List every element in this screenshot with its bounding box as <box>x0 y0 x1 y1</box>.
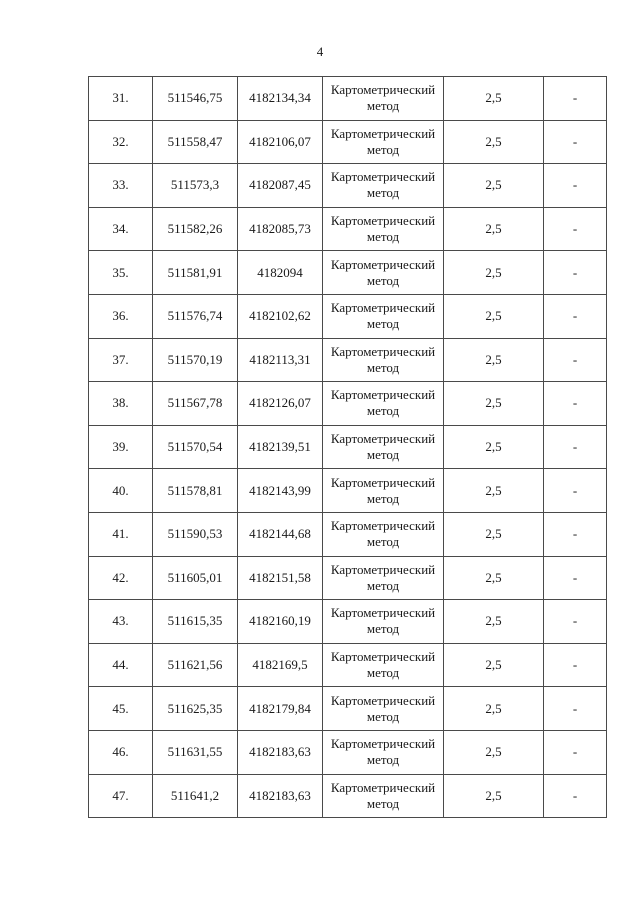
method-line-2: метод <box>366 708 400 724</box>
accuracy-cell: 2,5 <box>444 774 544 818</box>
table-row <box>89 600 607 644</box>
point-number-cell: 37. <box>89 338 153 382</box>
x-coordinate-cell: 511567,78 <box>153 382 238 426</box>
description-cell: - <box>544 338 607 382</box>
table-row <box>89 469 607 513</box>
description-cell: - <box>544 774 607 818</box>
x-coordinate-cell: 511625,35 <box>153 687 238 731</box>
accuracy-cell: 2,5 <box>444 251 544 295</box>
x-coordinate-cell: 511615,35 <box>153 600 238 644</box>
method-line-1: Картометрический <box>330 213 436 229</box>
description-cell: - <box>544 469 607 513</box>
method-line-2: метод <box>366 577 400 593</box>
method-line-1: Картометрический <box>330 736 436 752</box>
description-cell: - <box>544 382 607 426</box>
point-number-cell: 45. <box>89 687 153 731</box>
table-row <box>89 556 607 600</box>
method-line-2: метод <box>366 490 400 506</box>
description-cell: - <box>544 556 607 600</box>
table-row <box>89 774 607 818</box>
method-line-2: метод <box>366 534 400 550</box>
x-coordinate-cell: 511582,26 <box>153 207 238 251</box>
point-number-cell: 31. <box>89 77 153 121</box>
description-cell: - <box>544 600 607 644</box>
point-number-cell: 40. <box>89 469 153 513</box>
x-coordinate-cell: 511578,81 <box>153 469 238 513</box>
method-line-1: Картометрический <box>330 779 436 795</box>
x-coordinate-cell: 511631,55 <box>153 730 238 774</box>
method-cell <box>323 338 444 382</box>
point-number-cell: 39. <box>89 425 153 469</box>
x-coordinate-cell: 511605,01 <box>153 556 238 600</box>
method-line-1: Картометрический <box>330 387 436 403</box>
x-coordinate-cell: 511570,19 <box>153 338 238 382</box>
page-number: 4 <box>316 44 324 59</box>
method-line-2: метод <box>366 272 400 288</box>
method-line-1: Картометрический <box>330 474 436 490</box>
x-coordinate-cell: 511558,47 <box>153 120 238 164</box>
description-cell: - <box>544 77 607 121</box>
description-cell: - <box>544 730 607 774</box>
method-cell <box>323 774 444 818</box>
y-coordinate-cell: 4182106,07 <box>238 120 323 164</box>
method-line-1: Картометрический <box>330 125 436 141</box>
method-line-2: метод <box>366 229 400 245</box>
method-cell <box>323 120 444 164</box>
method-line-2: метод <box>366 665 400 681</box>
accuracy-cell: 2,5 <box>444 164 544 208</box>
description-cell: - <box>544 512 607 556</box>
point-number-cell: 33. <box>89 164 153 208</box>
accuracy-cell: 2,5 <box>444 207 544 251</box>
method-cell <box>323 469 444 513</box>
point-number-cell: 35. <box>89 251 153 295</box>
method-line-1: Картометрический <box>330 518 436 534</box>
point-number-cell: 42. <box>89 556 153 600</box>
description-cell: - <box>544 207 607 251</box>
description-cell: - <box>544 164 607 208</box>
y-coordinate-cell: 4182183,63 <box>238 774 323 818</box>
accuracy-cell: 2,5 <box>444 469 544 513</box>
method-line-2: метод <box>366 98 400 114</box>
method-line-2: метод <box>366 795 400 811</box>
description-cell: - <box>544 643 607 687</box>
description-cell: - <box>544 294 607 338</box>
x-coordinate-cell: 511570,54 <box>153 425 238 469</box>
x-coordinate-cell: 511573,3 <box>153 164 238 208</box>
y-coordinate-cell: 4182160,19 <box>238 600 323 644</box>
description-cell: - <box>544 425 607 469</box>
method-line-1: Картометрический <box>330 692 436 708</box>
description-cell: - <box>544 687 607 731</box>
x-coordinate-cell: 511621,56 <box>153 643 238 687</box>
method-cell <box>323 643 444 687</box>
table-row <box>89 338 607 382</box>
y-coordinate-cell: 4182144,68 <box>238 512 323 556</box>
point-number-cell: 43. <box>89 600 153 644</box>
method-cell <box>323 512 444 556</box>
table-row <box>89 120 607 164</box>
method-line-1: Картометрический <box>330 649 436 665</box>
method-cell <box>323 251 444 295</box>
y-coordinate-cell: 4182087,45 <box>238 164 323 208</box>
description-cell: - <box>544 120 607 164</box>
point-number-cell: 47. <box>89 774 153 818</box>
method-cell <box>323 382 444 426</box>
method-line-2: метод <box>366 447 400 463</box>
point-number-cell: 41. <box>89 512 153 556</box>
x-coordinate-cell: 511576,74 <box>153 294 238 338</box>
accuracy-cell: 2,5 <box>444 600 544 644</box>
method-line-2: метод <box>366 359 400 375</box>
y-coordinate-cell: 4182094 <box>238 251 323 295</box>
coordinates-table-body <box>89 77 607 818</box>
table-row <box>89 294 607 338</box>
y-coordinate-cell: 4182126,07 <box>238 382 323 426</box>
method-line-2: метод <box>366 185 400 201</box>
accuracy-cell: 2,5 <box>444 687 544 731</box>
table-row <box>89 512 607 556</box>
accuracy-cell: 2,5 <box>444 382 544 426</box>
table-row <box>89 382 607 426</box>
table-row <box>89 251 607 295</box>
table-row <box>89 730 607 774</box>
method-line-2: метод <box>366 621 400 637</box>
point-number-cell: 46. <box>89 730 153 774</box>
y-coordinate-cell: 4182169,5 <box>238 643 323 687</box>
table-row <box>89 643 607 687</box>
method-line-1: Картометрический <box>330 82 436 98</box>
method-cell <box>323 77 444 121</box>
x-coordinate-cell: 511641,2 <box>153 774 238 818</box>
method-line-1: Картометрический <box>330 169 436 185</box>
method-line-1: Картометрический <box>330 561 436 577</box>
method-line-1: Картометрический <box>330 431 436 447</box>
method-cell <box>323 687 444 731</box>
y-coordinate-cell: 4182179,84 <box>238 687 323 731</box>
x-coordinate-cell: 511546,75 <box>153 77 238 121</box>
point-number-cell: 32. <box>89 120 153 164</box>
y-coordinate-cell: 4182151,58 <box>238 556 323 600</box>
table-row <box>89 164 607 208</box>
method-cell <box>323 294 444 338</box>
y-coordinate-cell: 4182113,31 <box>238 338 323 382</box>
y-coordinate-cell: 4182085,73 <box>238 207 323 251</box>
table-row <box>89 687 607 731</box>
method-line-1: Картометрический <box>330 300 436 316</box>
method-line-2: метод <box>366 141 400 157</box>
point-number-cell: 38. <box>89 382 153 426</box>
method-line-2: метод <box>366 316 400 332</box>
method-line-2: метод <box>366 403 400 419</box>
table-row <box>89 425 607 469</box>
accuracy-cell: 2,5 <box>444 77 544 121</box>
x-coordinate-cell: 511581,91 <box>153 251 238 295</box>
method-cell <box>323 556 444 600</box>
x-coordinate-cell: 511590,53 <box>153 512 238 556</box>
point-number-cell: 44. <box>89 643 153 687</box>
y-coordinate-cell: 4182139,51 <box>238 425 323 469</box>
accuracy-cell: 2,5 <box>444 338 544 382</box>
table-row <box>89 207 607 251</box>
method-cell <box>323 164 444 208</box>
y-coordinate-cell: 4182102,62 <box>238 294 323 338</box>
table-row <box>89 77 607 121</box>
method-cell <box>323 425 444 469</box>
y-coordinate-cell: 4182183,63 <box>238 730 323 774</box>
accuracy-cell: 2,5 <box>444 294 544 338</box>
method-line-1: Картометрический <box>330 343 436 359</box>
method-cell <box>323 730 444 774</box>
point-number-cell: 34. <box>89 207 153 251</box>
method-line-2: метод <box>366 752 400 768</box>
description-cell: - <box>544 251 607 295</box>
accuracy-cell: 2,5 <box>444 425 544 469</box>
method-line-1: Картометрический <box>330 605 436 621</box>
point-number-cell: 36. <box>89 294 153 338</box>
accuracy-cell: 2,5 <box>444 556 544 600</box>
accuracy-cell: 2,5 <box>444 643 544 687</box>
method-cell <box>323 600 444 644</box>
accuracy-cell: 2,5 <box>444 120 544 164</box>
method-line-1: Картометрический <box>330 256 436 272</box>
accuracy-cell: 2,5 <box>444 730 544 774</box>
accuracy-cell: 2,5 <box>444 512 544 556</box>
y-coordinate-cell: 4182143,99 <box>238 469 323 513</box>
y-coordinate-cell: 4182134,34 <box>238 77 323 121</box>
coordinates-table <box>88 76 607 818</box>
method-cell <box>323 207 444 251</box>
